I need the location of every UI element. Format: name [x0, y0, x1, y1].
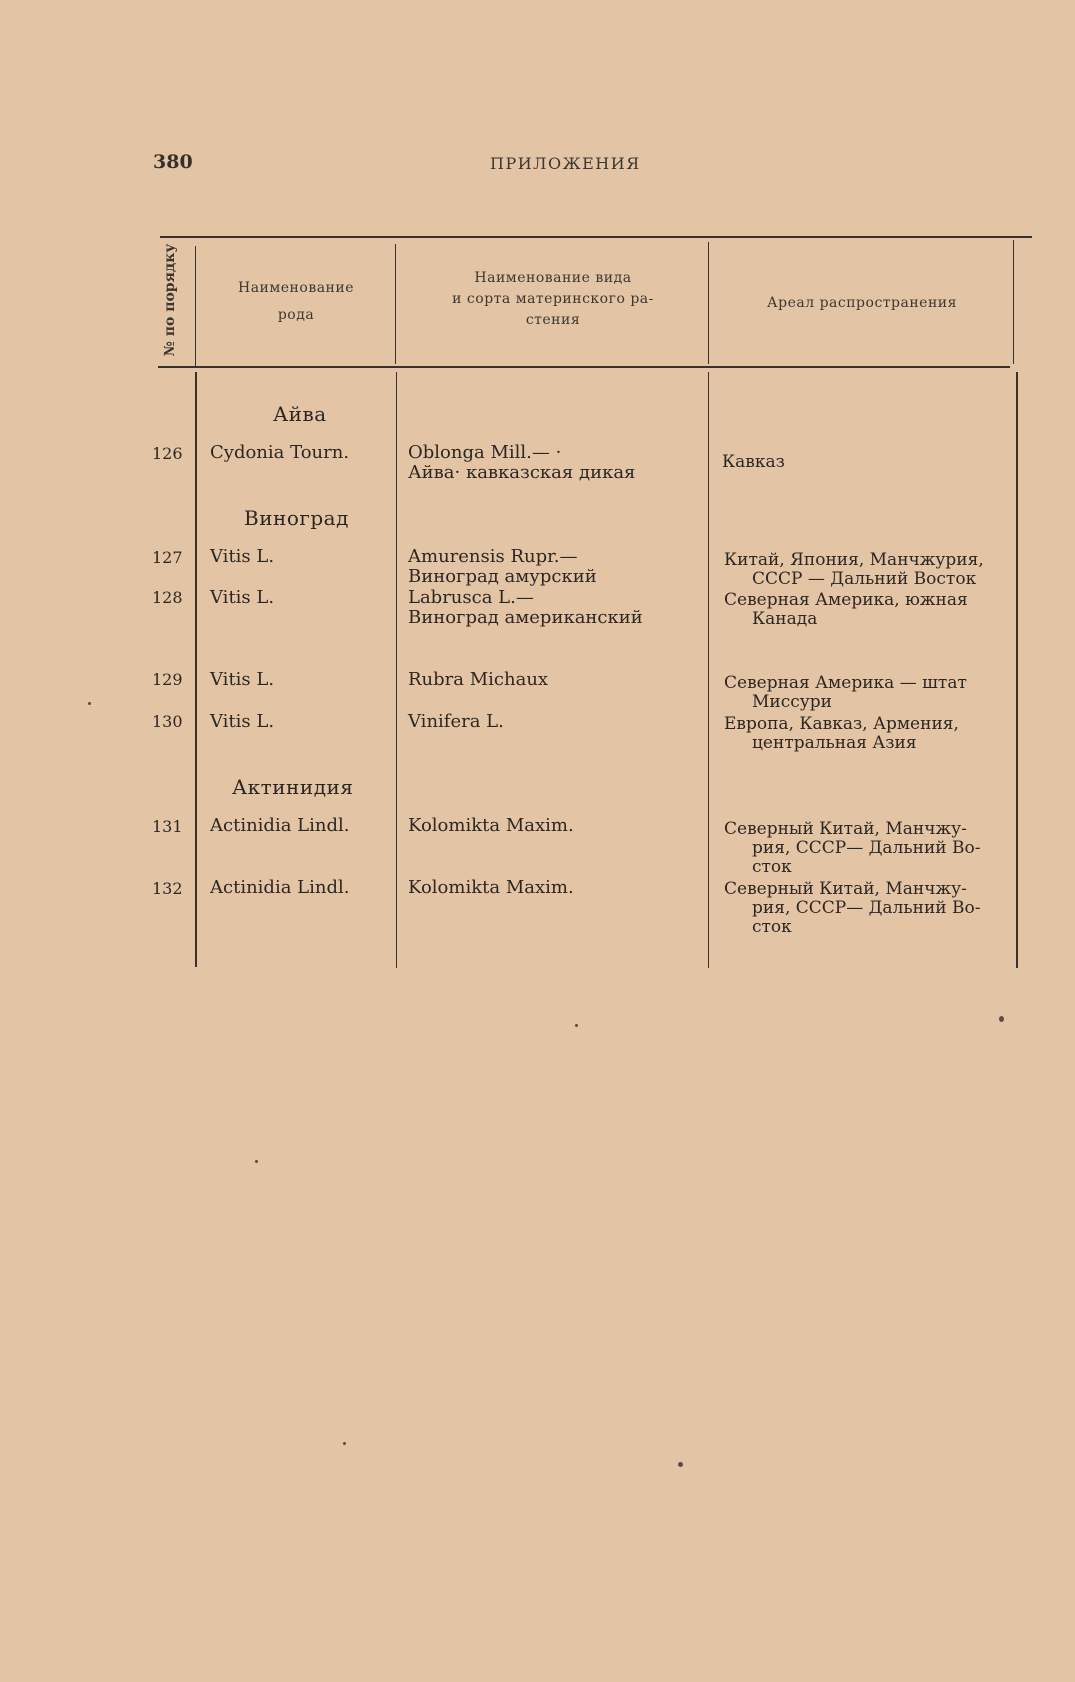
species-line: Виноград американский [408, 607, 643, 628]
header-species [400, 268, 706, 331]
header-area [712, 293, 1012, 314]
species-line: Kolomikta Maxim. [408, 877, 574, 898]
header-number: № по порядку [162, 243, 178, 357]
species-cell [408, 443, 635, 483]
genus-cell: Vitis L. [210, 587, 275, 608]
species-line: Kolomikta Maxim. [408, 815, 574, 836]
column-divider [1016, 372, 1018, 968]
genus-cell: Vitis L. [210, 546, 275, 567]
group-heading: Актинидия [232, 775, 354, 799]
species-cell [408, 588, 643, 628]
paper-speck [343, 1442, 346, 1445]
header-genus-line: рода [277, 307, 315, 323]
species-line: Rubra Michaux [408, 669, 549, 690]
header-area-label: Ареал распространения [767, 295, 957, 311]
header-species-line: Наименование вида [474, 270, 632, 286]
header-species-line: стения [525, 312, 581, 328]
group-heading: Виноград [244, 506, 349, 530]
genus-cell: Vitis L. [210, 669, 275, 690]
row-number: 131 [152, 817, 183, 836]
species-cell [408, 878, 574, 898]
paper-speck [999, 1016, 1004, 1022]
area-line: рия, СССР— Дальний Во- [752, 838, 981, 858]
column-divider [195, 246, 196, 366]
species-line: Amurensis Rupr.— [408, 546, 578, 567]
area-line: Канада [752, 609, 818, 629]
column-divider [708, 372, 709, 968]
species-cell [408, 816, 574, 836]
column-divider [1013, 240, 1014, 364]
header-bottom-rule [158, 366, 1010, 368]
genus-cell: Actinidia Lindl. [210, 877, 350, 898]
area-line: Миссури [752, 692, 832, 712]
column-divider [396, 372, 397, 968]
column-divider [708, 242, 709, 364]
column-divider [395, 244, 396, 364]
area-line: Северная Америка, южная [724, 590, 968, 610]
paper-speck [678, 1462, 683, 1467]
area-cell [724, 880, 1006, 937]
area-line: Европа, Кавказ, Армения, [724, 714, 959, 734]
header-genus [198, 278, 394, 326]
species-cell [408, 670, 548, 690]
genus-cell: Actinidia Lindl. [210, 815, 350, 836]
species-line: Виноград амурский [408, 566, 597, 587]
area-line: рия, СССР— Дальний Во- [752, 898, 981, 918]
area-line: Китай, Япония, Манчжурия, [724, 550, 984, 570]
area-cell [724, 715, 1006, 753]
genus-cell: Vitis L. [210, 711, 275, 732]
page-number: 380 [153, 151, 193, 173]
species-line: Vinifera L. [408, 711, 504, 732]
species-line: Айва· кавказская дикая [408, 462, 636, 483]
area-cell [722, 453, 1004, 472]
area-line: центральная Азия [752, 733, 917, 753]
species-line: Oblonga Mill.— · [408, 442, 562, 463]
table-top-rule [160, 236, 1032, 238]
paper-speck [575, 1024, 578, 1027]
area-line: СССР — Дальний Восток [752, 569, 977, 589]
genus-cell: Cydonia Tourn. [210, 442, 350, 463]
area-line: Северная Америка — штат [724, 673, 967, 693]
row-number: 126 [152, 444, 183, 463]
area-cell [724, 591, 1006, 629]
area-line: Северный Китай, Манчжу- [724, 879, 967, 899]
row-number: 129 [152, 670, 183, 689]
row-number: 127 [152, 548, 183, 567]
species-line: Labrusca L.— [408, 587, 534, 608]
area-cell [724, 674, 1006, 712]
row-number: 132 [152, 879, 183, 898]
row-number: 128 [152, 588, 183, 607]
area-line: сток [752, 857, 792, 877]
paper-speck [255, 1160, 258, 1163]
area-line: Северный Китай, Манчжу- [724, 819, 967, 839]
area-cell [724, 820, 1006, 877]
header-species-line: и сорта материнского ра- [452, 291, 654, 307]
paper-speck [88, 702, 91, 705]
row-number: 130 [152, 712, 183, 731]
species-cell [408, 547, 597, 587]
column-divider [195, 372, 197, 967]
area-line: Кавказ [722, 452, 785, 472]
area-cell [724, 551, 1006, 589]
species-cell [408, 712, 504, 732]
area-line: сток [752, 917, 792, 937]
group-heading: Айва [273, 402, 327, 426]
running-head: ПРИЛОЖЕНИЯ [490, 154, 641, 173]
header-genus-line: Наименование [238, 280, 354, 296]
